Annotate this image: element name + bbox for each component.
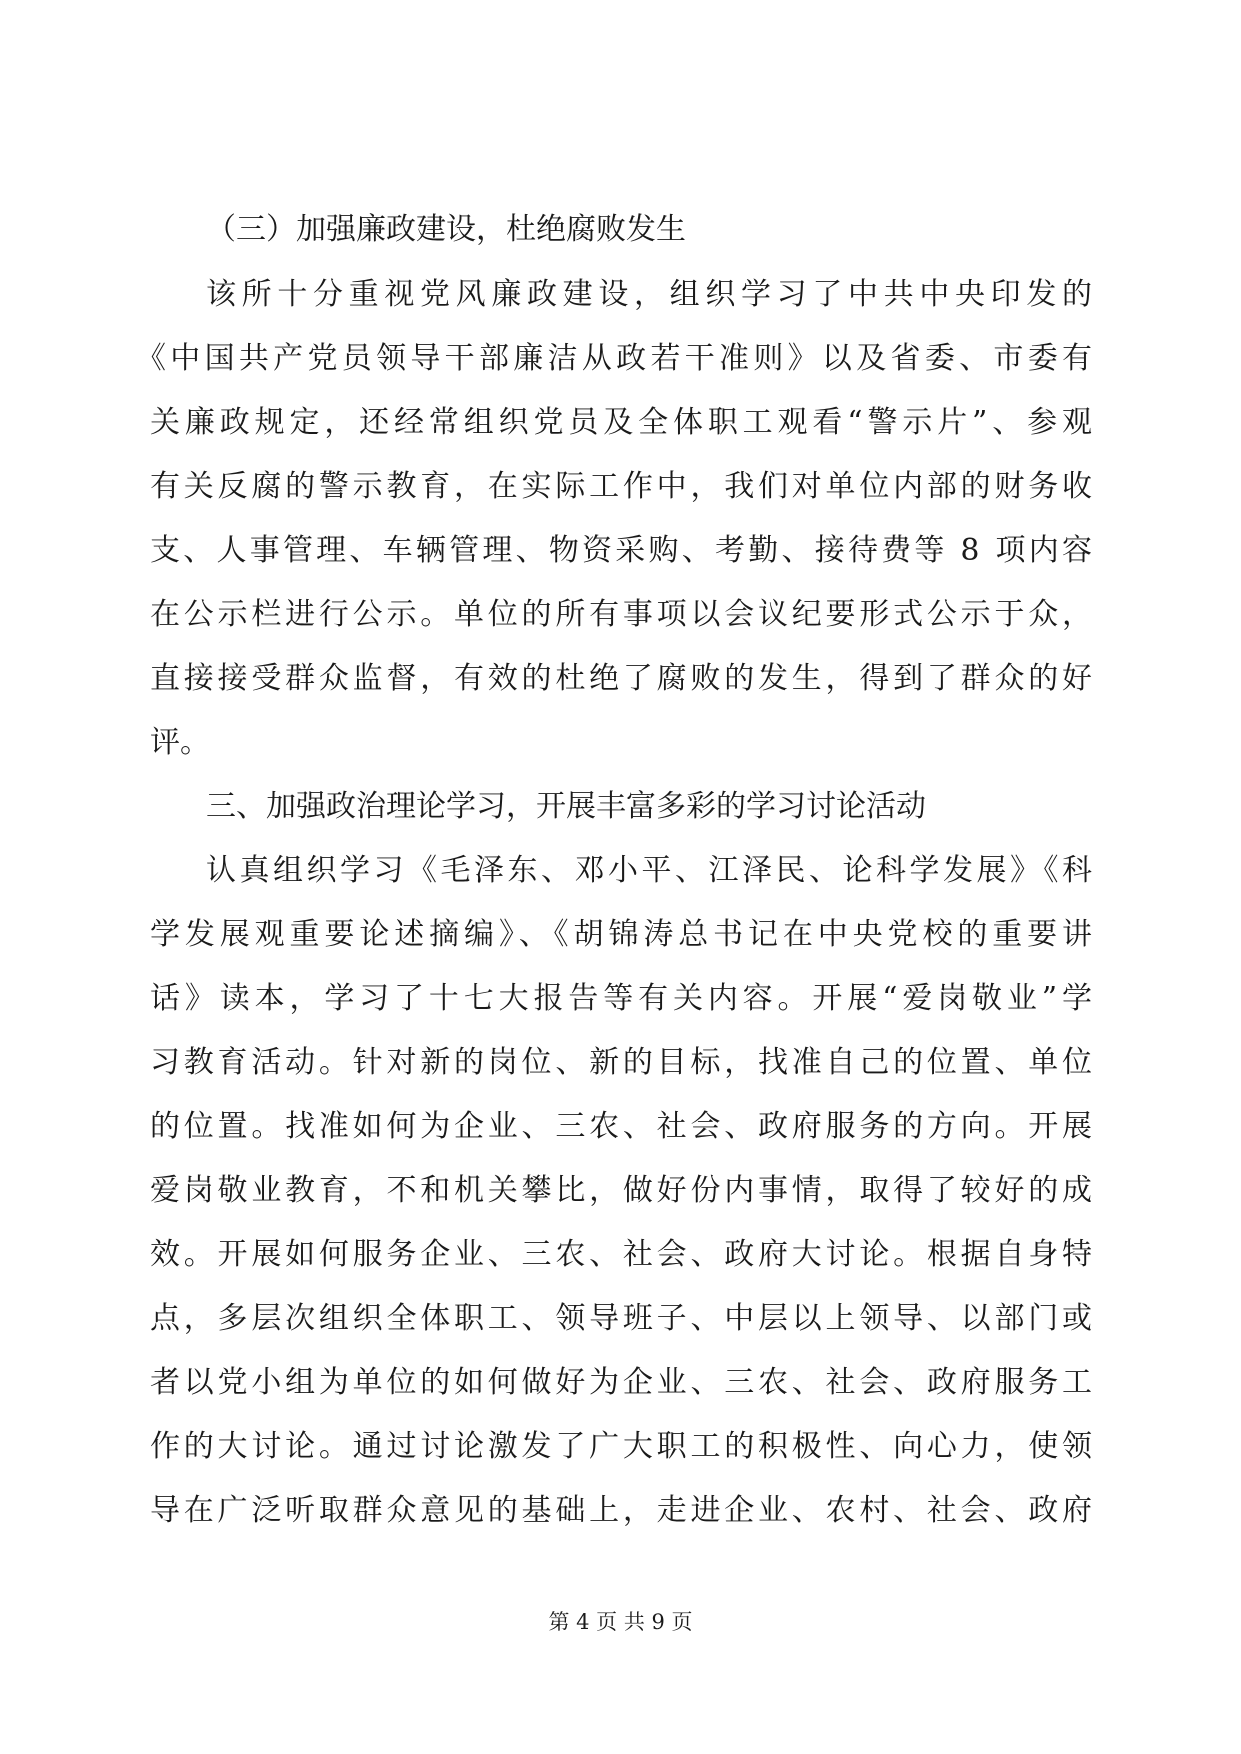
paragraph-line: 点，多层次组织全体职工、领导班子、中层以上领导、以部门或 xyxy=(150,1301,1096,1336)
paragraph-line: 效。开展如何服务企业、三农、社会、政府大讨论。根据自身特 xyxy=(150,1237,1096,1272)
paragraph-line: 认真组织学习《毛泽东、邓小平、江泽民、论科学发展》《科 xyxy=(206,853,1096,888)
paragraph-line: 《中国共产党员领导干部廉洁从政若干准则》以及省委、市委有 xyxy=(136,341,1097,376)
paragraph-line: 习教育活动。针对新的岗位、新的目标，找准自己的位置、单位 xyxy=(150,1045,1096,1080)
page-number-footer: 第 4 页 共 9 页 xyxy=(548,1610,693,1634)
section-heading: （三）加强廉政建设，杜绝腐败发生 xyxy=(206,212,686,247)
paragraph-line: 的位置。找准如何为企业、三农、社会、政府服务的方向。开展 xyxy=(150,1109,1096,1144)
paragraph-line: 学发展观重要论述摘编》、《胡锦涛总书记在中央党校的重要讲 xyxy=(150,917,1097,952)
paragraph-line: 有关反腐的警示教育，在实际工作中，我们对单位内部的财务收 xyxy=(150,469,1096,504)
section-heading: 三、加强政治理论学习，开展丰富多彩的学习讨论活动 xyxy=(206,789,926,824)
paragraph-line: 评。 xyxy=(150,725,210,760)
paragraph-line: 话》读本，学习了十七大报告等有关内容。开展“爱岗敬业”学 xyxy=(150,981,1097,1016)
paragraph-line: 者以党小组为单位的如何做好为企业、三农、社会、政府服务工 xyxy=(150,1365,1096,1400)
paragraph-line: 关廉政规定，还经常组织党员及全体职工观看“警示片”、参观 xyxy=(150,405,1097,440)
paragraph-line: 爱岗敬业教育，不和机关攀比，做好份内事情，取得了较好的成 xyxy=(150,1173,1096,1208)
paragraph-line: 作的大讨论。通过讨论激发了广大职工的积极性、向心力，使领 xyxy=(150,1429,1096,1464)
paragraph-line: 直接接受群众监督，有效的杜绝了腐败的发生，得到了群众的好 xyxy=(150,661,1096,696)
paragraph-line: 在公示栏进行公示。单位的所有事项以会议纪要形式公示于众， xyxy=(150,597,1096,632)
paragraph-line: 该所十分重视党风廉政建设，组织学习了中共中央印发的 xyxy=(206,277,1098,312)
paragraph-line: 支、人事管理、车辆管理、物资采购、考勤、接待费等 8 项内容 xyxy=(150,533,1096,568)
paragraph-line: 导在广泛听取群众意见的基础上，走进企业、农村、社会、政府 xyxy=(150,1493,1096,1528)
